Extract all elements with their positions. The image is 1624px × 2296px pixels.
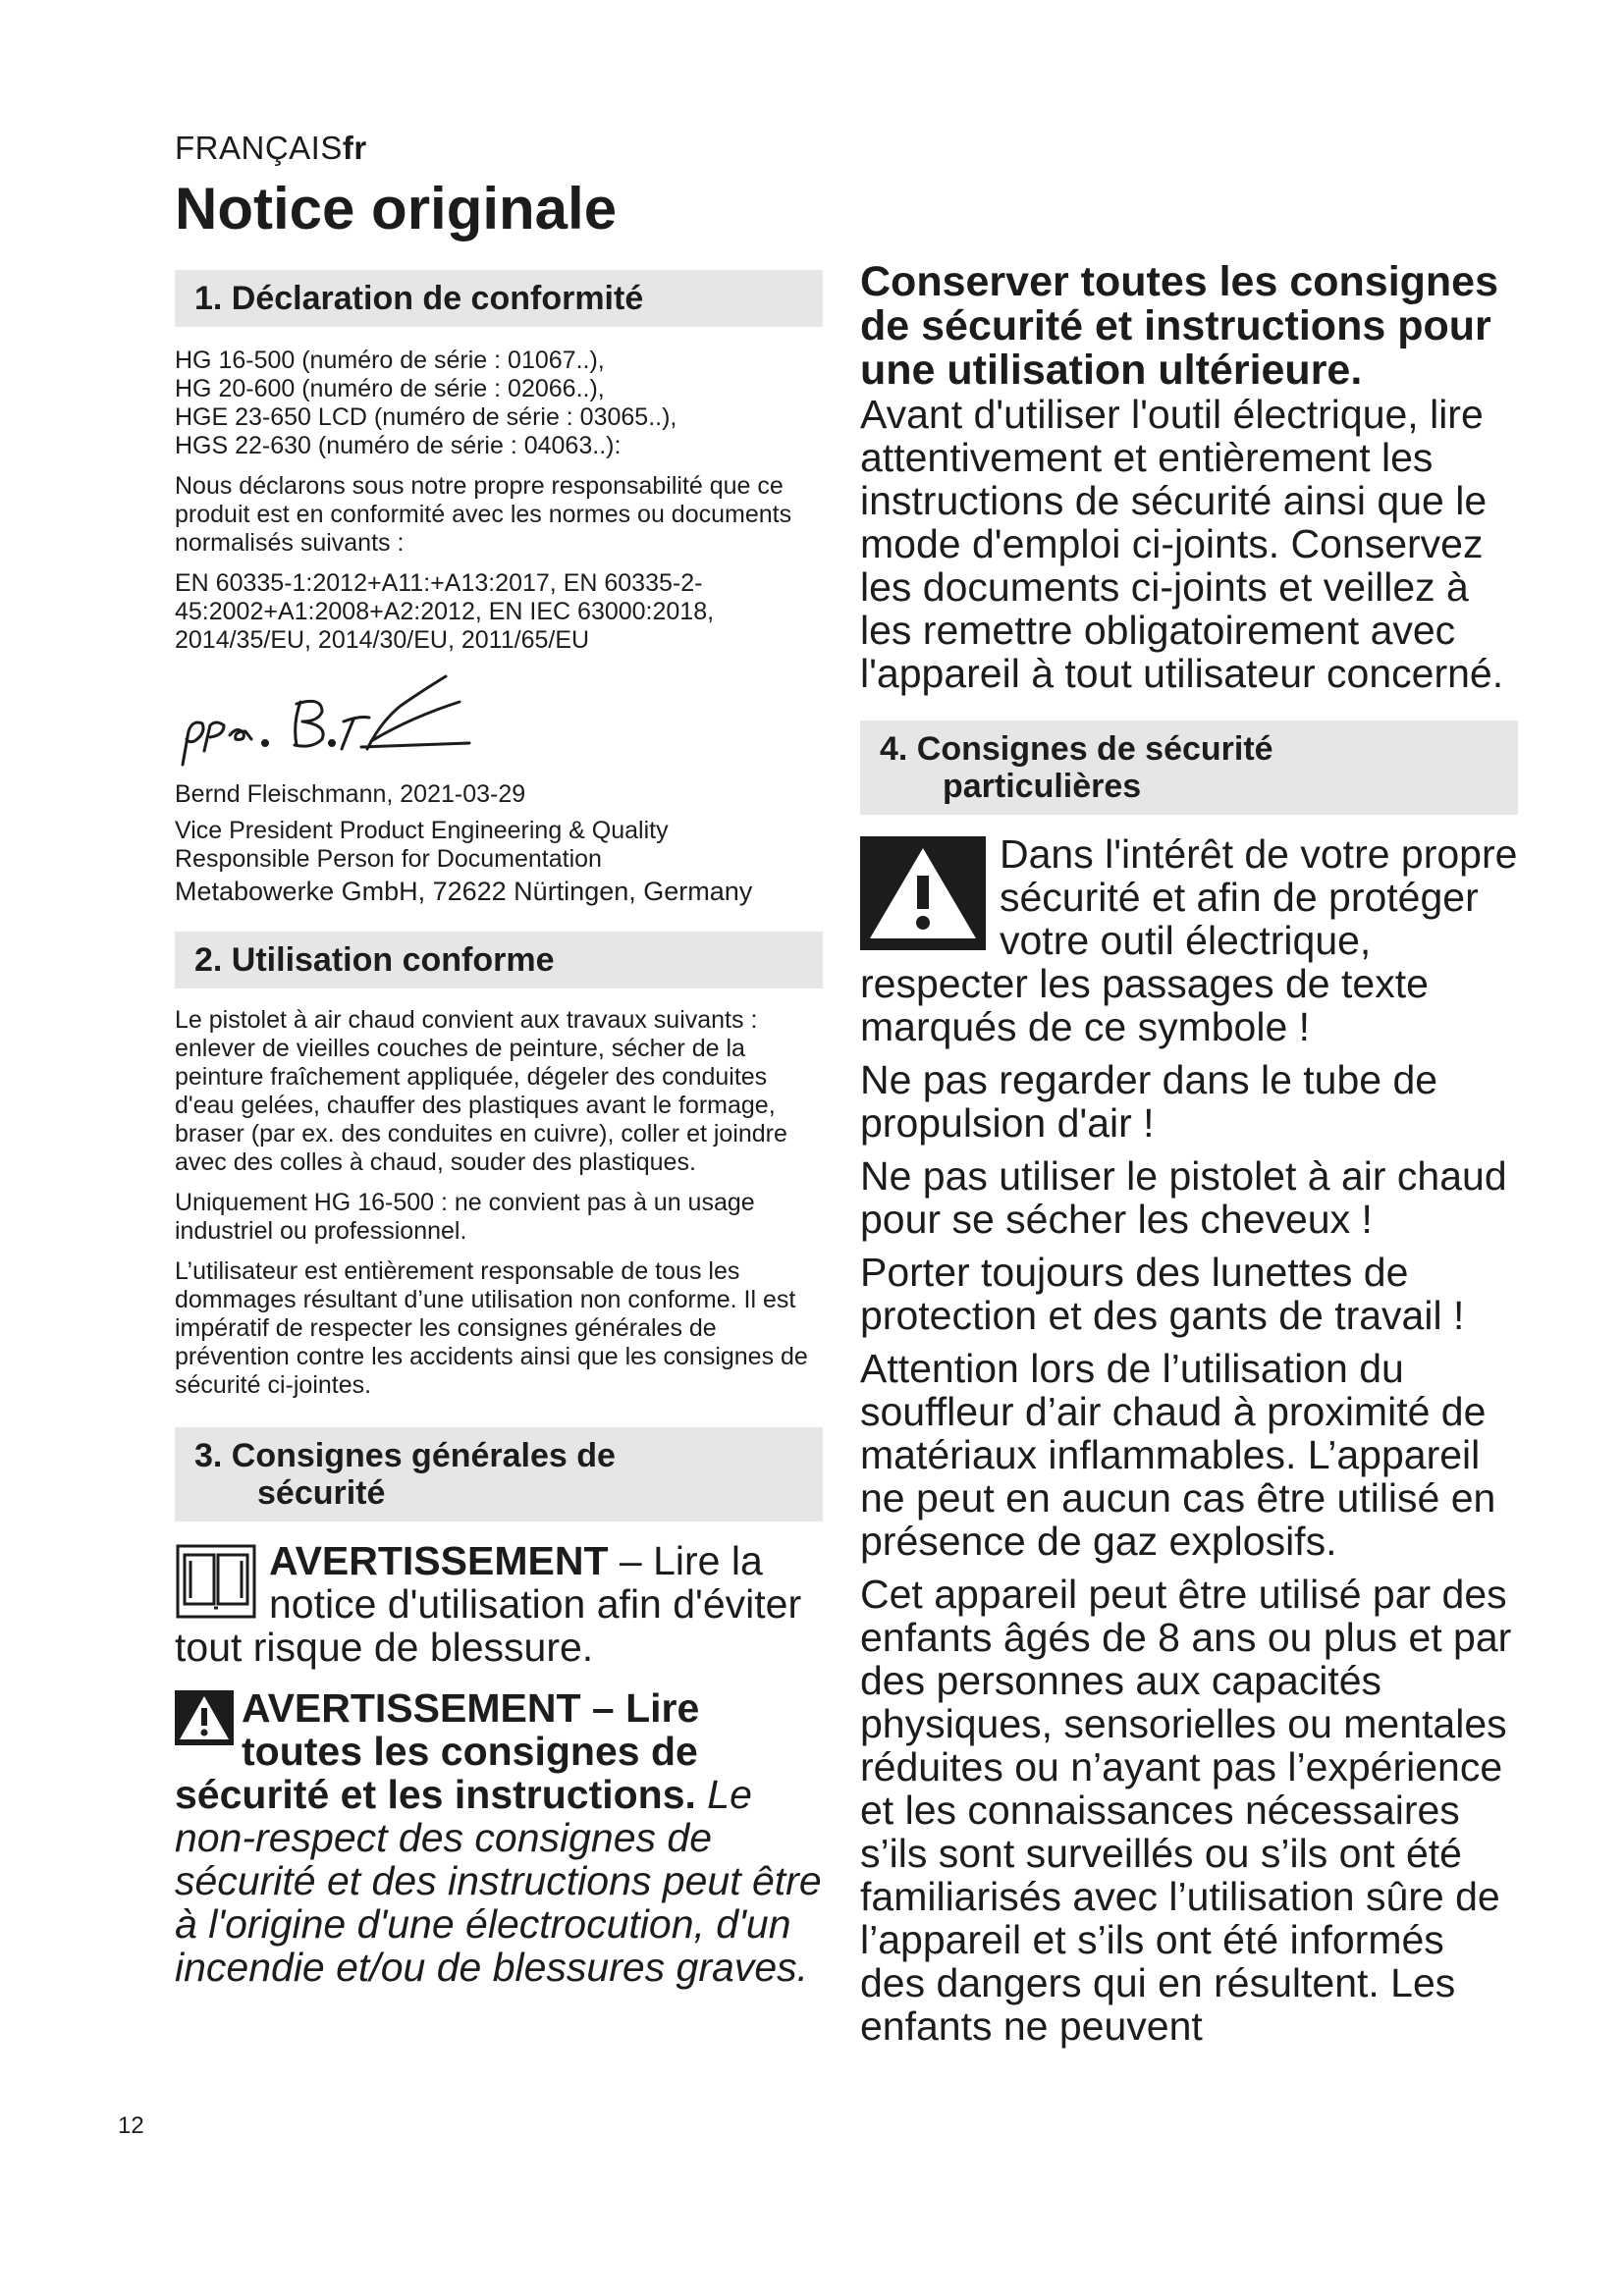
signer-name: Bernd Fleischmann, 2021-03-29 [175,780,526,808]
model-list [175,347,823,460]
warning-read-instructions [175,1686,823,1989]
warning-2-text: Le non-respect des consignes de sécurité et des instructions peut être à l'origine d'une électrocution, d'un incendie et/ou de blessures graves. [175,1772,822,1990]
model-line: HG 16-500 (numéro de série : 01067..), [175,347,605,374]
section-1-heading: 1. Déclaration de conformité [175,270,823,327]
symbol-notice [860,832,1518,1048]
warning-triangle-icon [175,1690,234,1745]
wear-protection: Porter toujours des lunettes de protection et des gants de travail ! [860,1250,1465,1338]
signature-image [175,663,823,780]
usage-intro: Le pistolet à air chaud convient aux travaux suivants : [175,1006,758,1034]
company-address: Metabowerke GmbH, 72622 Nürtingen, Germany [175,877,753,906]
usage-liability: L’utilisateur est entièrement responsable de tous les dommages résultant d’une utilisation non conforme. Il est impératif de respecter les consignes générales de prévention contre les accidents ainsi que les consignes de sécurité ci-jointes. [175,1257,808,1399]
children-notice: Cet appareil peut être utilisé par des enfants âgés de 8 ans ou plus et par des personnes aux capacités physiques, sensorielles ou mentales réduites ou n’ayant pas l’expérience et les connaissances nécessaires s’ils sont surveillés ou s’ils ont été familiarisés avec l’utilisation sûre de l’appareil et s’ils ont été informés des dangers qui en résultent. Les enfants ne peuvent [860,1572,1512,2049]
keep-instructions-text: Avant d'utiliser l'outil électrique, lire attentivement et entièrement les instructions de sécurité ainsi que le mode d'emploi ci-joints. Conservez les documents ci-joints et veillez à les remettre obligatoirement avec l'appareil à tout utilisateur concerné. [860,392,1504,696]
section-3-heading [175,1427,823,1522]
model-line: HG 20-600 (numéro de série : 02066..), [175,375,605,402]
symbol-notice-text: Dans l'intérêt de votre propre sécurité et afin de protéger votre outil électrique, respecter les passages de texte marqués de ce symbole ! [860,831,1518,1049]
right-column [860,260,1518,2048]
section-2-heading: 2. Utilisation conforme [175,932,823,988]
language-code: fr [342,130,367,166]
section-4-heading [860,721,1518,815]
language-name: FRANÇAIS [175,130,343,166]
keep-instructions-title: Conserver toutes les consignes de sécurité et instructions pour une utilisation ultérieure. [860,258,1498,394]
warning-1-title: AVERTISSEMENT [269,1538,609,1583]
page-title: Notice originale [175,176,618,241]
warning-read-manual [175,1539,823,1669]
read-manual-icon [175,1543,257,1620]
standards-text: EN 60335-1:2012+A11:+A13:2017, EN 60335-2-45:2002+A1:2008+A2:2012, EN IEC 63000:2018, 2014/35/EU, 2014/30/EU, 2011/65/EU [175,569,715,654]
warning-2-title: AVERTISSEMENT – Lire toutes les consignes de sécurité et les instructions. [175,1685,700,1817]
usage-list: enlever de vieilles couches de peinture, sécher de la peinture fraîchement appliquée, dégeler des conduites d'eau gelées, chauffer des plastiques avant le formage, braser (par ex. des conduites en cuivre), coller et joindre avec des colles à chaud, souder des plastiques. [175,1035,787,1176]
no-look-tube: Ne pas regarder dans le tube de propulsion d'air ! [860,1057,1438,1146]
section-3-heading-line1: 3. Consignes générales de [194,1437,616,1474]
warning-1-text: – Lire la notice d'utilisation afin d'éviter tout risque de blessure. [175,1538,802,1670]
model-line: HGE 23-650 LCD (numéro de série : 03065..), [175,403,677,431]
section-3-heading-line2: sécurité [257,1474,386,1512]
no-hair-drying: Ne pas utiliser le pistolet à air chaud pour se sécher les cheveux ! [860,1153,1507,1242]
section-4-heading-line2: particulières [943,768,1142,805]
page-number: 12 [118,2112,144,2139]
declaration-text: Nous déclarons sous notre propre responsabilité que ce produit est en conformité avec les normes ou documents normalisés suivants : [175,472,792,557]
flammable-warning: Attention lors de l’utilisation du souffleur d’air chaud à proximité de matériaux inflammables. L’appareil ne peut en aucun cas être utilisé en présence de gaz explosifs. [860,1346,1496,1564]
warning-triangle-icon [860,836,986,950]
language-label [175,130,367,167]
signer-role: Vice President Product Engineering & Quality [175,817,669,844]
section-4-heading-line1: 4. Consignes de sécurité [880,730,1273,768]
usage-restriction: Uniquement HG 16-500 : ne convient pas à un usage industriel ou professionnel. [175,1189,755,1245]
signer-role-2: Responsible Person for Documentation [175,845,602,873]
model-line: HGS 22-630 (numéro de série : 04063..): [175,432,622,459]
left-column [175,270,823,1989]
